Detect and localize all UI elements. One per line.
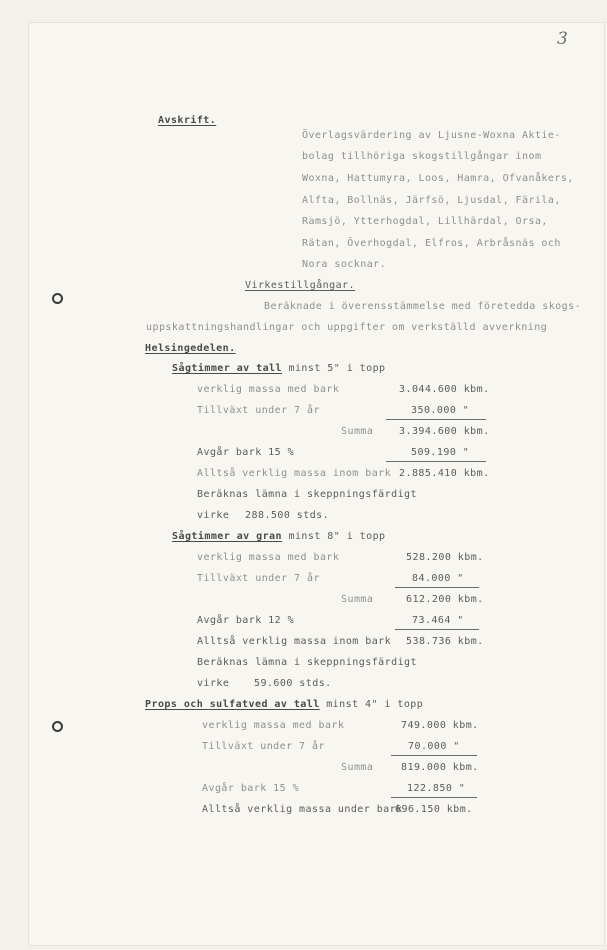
group-qualifier: minst 4" i topp (319, 699, 424, 710)
row-value: 350.000 " (411, 405, 470, 416)
intro-line: Rätan, Överhogdal, Elfros, Arbråsnäs och (302, 238, 561, 249)
row-label: Alltså verklig massa inom bark (197, 636, 392, 647)
section-intro-line: Beräknade i överensstämmelse med företedda skogs- (264, 301, 582, 312)
row-value: 538.736 kbm. (406, 636, 484, 647)
punch-hole-lower (52, 721, 63, 732)
intro-line: Nora socknar. (302, 259, 387, 270)
row-value: 84.000 " (412, 573, 464, 584)
row-value: 122.850 " (407, 783, 466, 794)
row-label: virke (197, 678, 230, 689)
row-label: Summa (341, 594, 374, 605)
row-label: Beräknas lämna i skeppningsfärdigt (197, 489, 417, 500)
row-label: Tillväxt under 7 år (197, 405, 320, 416)
intro-line: Woxna, Hattumyra, Loos, Hamra, Ofvanåkers, (302, 173, 574, 184)
row-label: virke (197, 510, 230, 521)
row-label: Beräknas lämna i skeppningsfärdigt (197, 657, 417, 668)
row-value: 819.000 kbm. (401, 762, 479, 773)
row-value: 70.000 " (408, 741, 460, 752)
group-title: Props och sulfatved av tall (145, 699, 320, 710)
row-label: Alltså verklig massa under bark (202, 804, 403, 815)
punch-hole-upper (52, 293, 63, 304)
row-value: 612.200 kbm. (406, 594, 484, 605)
row-value: 528.200 kbm. (406, 552, 484, 563)
group-title: Sågtimmer av tall (172, 363, 282, 374)
section-title: Virkestillgångar. (245, 280, 355, 291)
sum-rule (386, 419, 486, 420)
row-label: Avgår bark 12 % (197, 615, 295, 626)
row-label: Avgår bark 15 % (202, 783, 300, 794)
sum-rule (395, 587, 479, 588)
row-label: Summa (341, 426, 374, 437)
sum-rule (391, 797, 477, 798)
document-heading: Avskrift. (158, 115, 217, 126)
row-label: verklig massa med bark (197, 384, 340, 395)
row-value: 3.044.600 kbm. (399, 384, 490, 395)
row-label: verklig massa med bark (202, 720, 345, 731)
row-value: 749.000 kbm. (401, 720, 479, 731)
group-qualifier: minst 8" i topp (282, 531, 386, 542)
group-title: Sågtimmer av gran (172, 531, 282, 542)
sum-rule (395, 629, 479, 630)
row-value: 73.464 " (412, 615, 464, 626)
sum-rule (386, 461, 486, 462)
page-number: 3 (557, 29, 568, 49)
intro-line: bolag tillhöriga skogstillgångar inom (302, 151, 542, 162)
section-intro-line: uppskattningshandlingar och uppgifter om verkställd avverkning (146, 322, 548, 333)
region-heading: Helsingedelen. (145, 343, 236, 354)
intro-line: Alfta, Bollnäs, Järfsö, Ljusdal, Färila, (302, 195, 561, 206)
row-label: Summa (341, 762, 374, 773)
group-heading (172, 531, 386, 543)
document-page (29, 23, 604, 945)
group-heading (145, 699, 423, 711)
row-value: 696.150 kbm. (395, 804, 473, 815)
intro-line: Ramsjö, Ytterhogdal, Lillhärdal, Orsa, (302, 216, 548, 227)
row-label: verklig massa med bark (197, 552, 340, 563)
intro-line: Överlagsvärdering av Ljusne-Woxna Aktie- (302, 130, 561, 141)
row-value: 509.190 " (411, 447, 470, 458)
row-label: Alltså verklig massa inom bark (197, 468, 392, 479)
group-qualifier: minst 5" i topp (282, 363, 386, 374)
row-value: 288.500 stds. (245, 510, 330, 521)
sum-rule (391, 755, 477, 756)
row-value: 2.885.410 kbm. (399, 468, 490, 479)
row-label: Tillväxt under 7 år (197, 573, 320, 584)
row-value: 59.600 stds. (254, 678, 332, 689)
row-label: Avgår bark 15 % (197, 447, 295, 458)
group-heading (172, 363, 386, 375)
row-value: 3.394.600 kbm. (399, 426, 490, 437)
row-label: Tillväxt under 7 år (202, 741, 325, 752)
